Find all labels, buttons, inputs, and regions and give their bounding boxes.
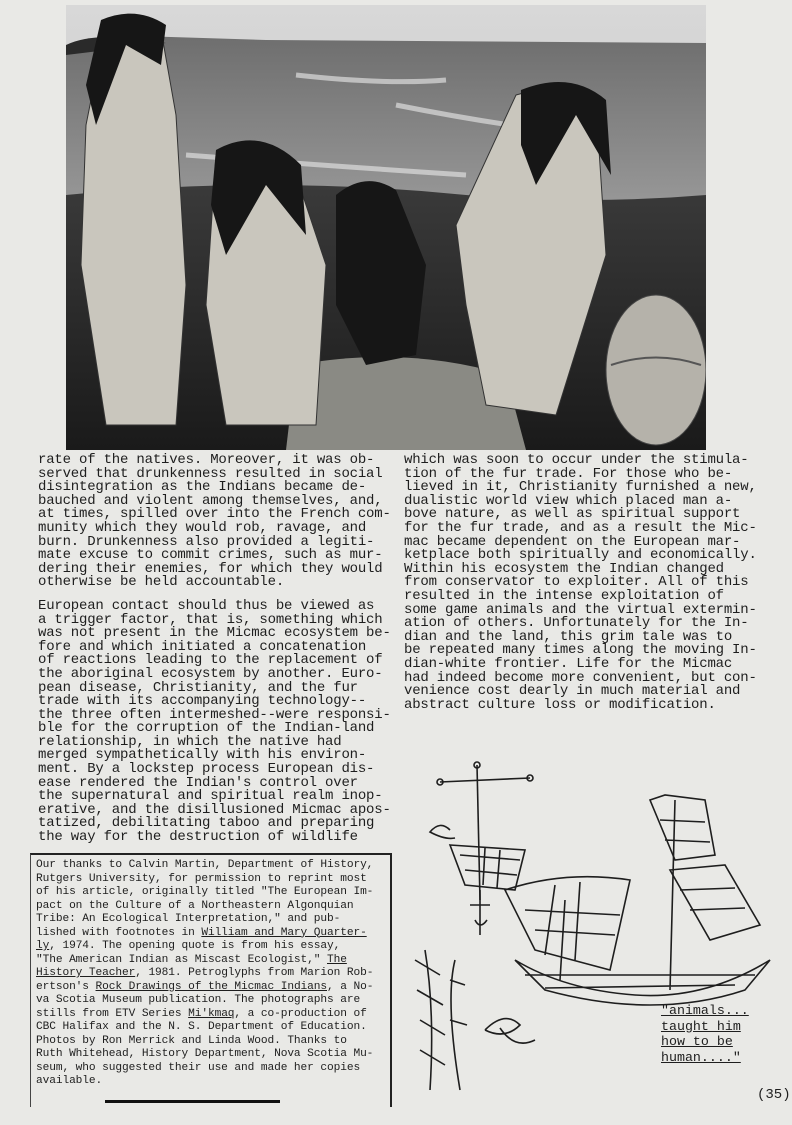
text-line: be repeated many times along the moving In- (404, 642, 757, 659)
caption-line: History Teacher, 1981. Petroglyphs from Marion Rob- (36, 967, 374, 979)
text-line: relationship, in which the native had (38, 733, 342, 750)
caption-line: Tribe: An Ecological Interpretation," and pub- (36, 913, 341, 925)
text-line: at times, spilled over into the French com- (38, 506, 391, 523)
text-line: from conservator to exploiter. All of this (404, 574, 749, 591)
text-line: resulted in the intense exploitation of (404, 587, 724, 604)
text-line: venience cost dearly in much material and (404, 683, 741, 700)
quote-line: taught him (661, 1018, 741, 1034)
acknowledgements-text (36, 859, 373, 1089)
text-line: the supernatural and spiritual realm inop- (38, 788, 383, 805)
article-left-column (38, 454, 391, 845)
text-line: which was soon to occur under the stimula- (404, 452, 749, 468)
text-line: tion of the fur trade. For those who be- (404, 465, 733, 482)
quote-line: how to be (661, 1034, 733, 1049)
cited-title: ly (36, 940, 50, 952)
caption-line: available. (36, 1075, 103, 1087)
acknowledgements-box (30, 853, 392, 1107)
caption-line: CBC Halifax and the N. S. Department of Education. (36, 1021, 367, 1033)
text-line: ketplace both spiritually and economically. (404, 547, 757, 564)
text-line: ation of others. Unfortunately for the In- (404, 615, 749, 632)
text-line: for the fur trade, and as a result the Mic- (404, 519, 757, 536)
text-line: a trigger factor, that is, something which (38, 611, 383, 628)
caption-line: ly, 1974. The opening quote is from his essay, (36, 940, 341, 952)
cited-title: The (327, 953, 347, 966)
text-line: dian-white frontier. Life for the Micmac (404, 655, 733, 672)
cited-title: Rock Drawings of the Micmac Indians (95, 980, 328, 993)
caption-line: Ruth Whitehead, History Department, Nova Scotia Mu- (36, 1048, 374, 1060)
article-right-column (404, 454, 757, 712)
text-line: the three often intermeshed--were responsi- (38, 706, 391, 723)
text-line: erative, and the disillusioned Micmac apos- (38, 801, 391, 818)
text-line: fore and which initiated a concatenation (38, 638, 367, 655)
text-line: trade with its accompanying technology-- (38, 693, 367, 710)
caption-line: pact on the Culture of a Northeastern Algonquian (36, 899, 354, 912)
text-line: ease rendered the Indian's control over (38, 774, 358, 791)
quote-line: human...." (661, 1049, 741, 1065)
caption-line: Our thanks to Calvin Martin, Department of History, (36, 859, 374, 871)
cited-title: Mi'kmaq (188, 1007, 235, 1020)
text-line: pean disease, Christianity, and the fur (38, 679, 358, 696)
cited-title: History Teacher (36, 967, 136, 979)
quote-line: "animals... (661, 1003, 749, 1018)
text-line: bove nature, as well as spiritual support (404, 506, 741, 523)
page-number: (35) (757, 1087, 791, 1103)
text-line: mac became dependent on the European mar- (404, 533, 741, 550)
pull-quote (661, 1003, 749, 1065)
caption-line: "The American Indian as Miscast Ecologist," The (36, 953, 347, 966)
text-line: bauched and violent among themselves, and, (38, 492, 383, 509)
caption-line: stills from ETV Series Mi'kmaq, a co-production of (36, 1007, 367, 1020)
text-line: dian and the land, this grim tale was to (404, 628, 733, 645)
caption-line: Rutgers University, for permission to reprint most (36, 872, 367, 885)
caption-line: va Scotia Museum publication. The photographs are (36, 994, 361, 1006)
text-line: abstract culture loss or modification. (404, 696, 716, 713)
text-line: burn. Drunkenness also provided a legiti- (38, 533, 375, 550)
text-line: mate excuse to commit crimes, such as mur- (38, 547, 383, 564)
photo-micmac-children-by-sea (66, 5, 706, 450)
text-line: had indeed become more convenient, but con- (404, 669, 757, 686)
text-line: served that drunkenness resulted in social (38, 465, 383, 482)
caption-line: ertson's Rock Drawings of the Micmac Indians, a No- (36, 980, 374, 993)
text-line: tatized, debilitating taboo and preparing (38, 815, 375, 832)
text-line: munity which they would rob, ravage, and (38, 519, 367, 536)
text-line: ble for the corruption of the Indian-land (38, 720, 375, 737)
text-line: disintegration as the Indians became de- (38, 479, 367, 496)
text-line: the way for the destruction of wildlife (38, 829, 358, 846)
text-line: the aboriginal ecosystem by another. Euro- (38, 665, 383, 682)
text-line: dering their enemies, for which they would (38, 560, 383, 577)
cited-title: William and Mary Quarter- (201, 926, 367, 939)
text-line: merged sympathetically with his environ- (38, 747, 367, 764)
text-line: lieved in it, Christianity furnished a new, (404, 479, 757, 496)
text-line: dualistic world view which placed man a- (404, 492, 733, 509)
text-line: rate of the natives. Moreover, it was ob- (38, 452, 375, 468)
caption-line: of his article, originally titled "The European Im- (36, 886, 374, 898)
text-line: ment. By a lockstep process European dis- (38, 761, 375, 778)
text-line: European contact should thus be viewed as (38, 597, 375, 614)
caption-line: seum, who suggested their use and made her copies (36, 1061, 361, 1074)
text-line: of reactions leading to the replacement of (38, 652, 383, 669)
text-line: was not present in the Micmac ecosystem be- (38, 625, 391, 642)
text-line: some game animals and the virtual extermin- (404, 601, 757, 618)
text-line: otherwise be held accountable. (38, 574, 285, 591)
caption-line: Photos by Ron Merrick and Linda Wood. Thanks to (36, 1034, 347, 1047)
text-line: Within his ecosystem the Indian changed (404, 560, 724, 577)
divider-rule (105, 1100, 280, 1103)
caption-line: lished with footnotes in William and Mary Quarter- (36, 926, 367, 939)
